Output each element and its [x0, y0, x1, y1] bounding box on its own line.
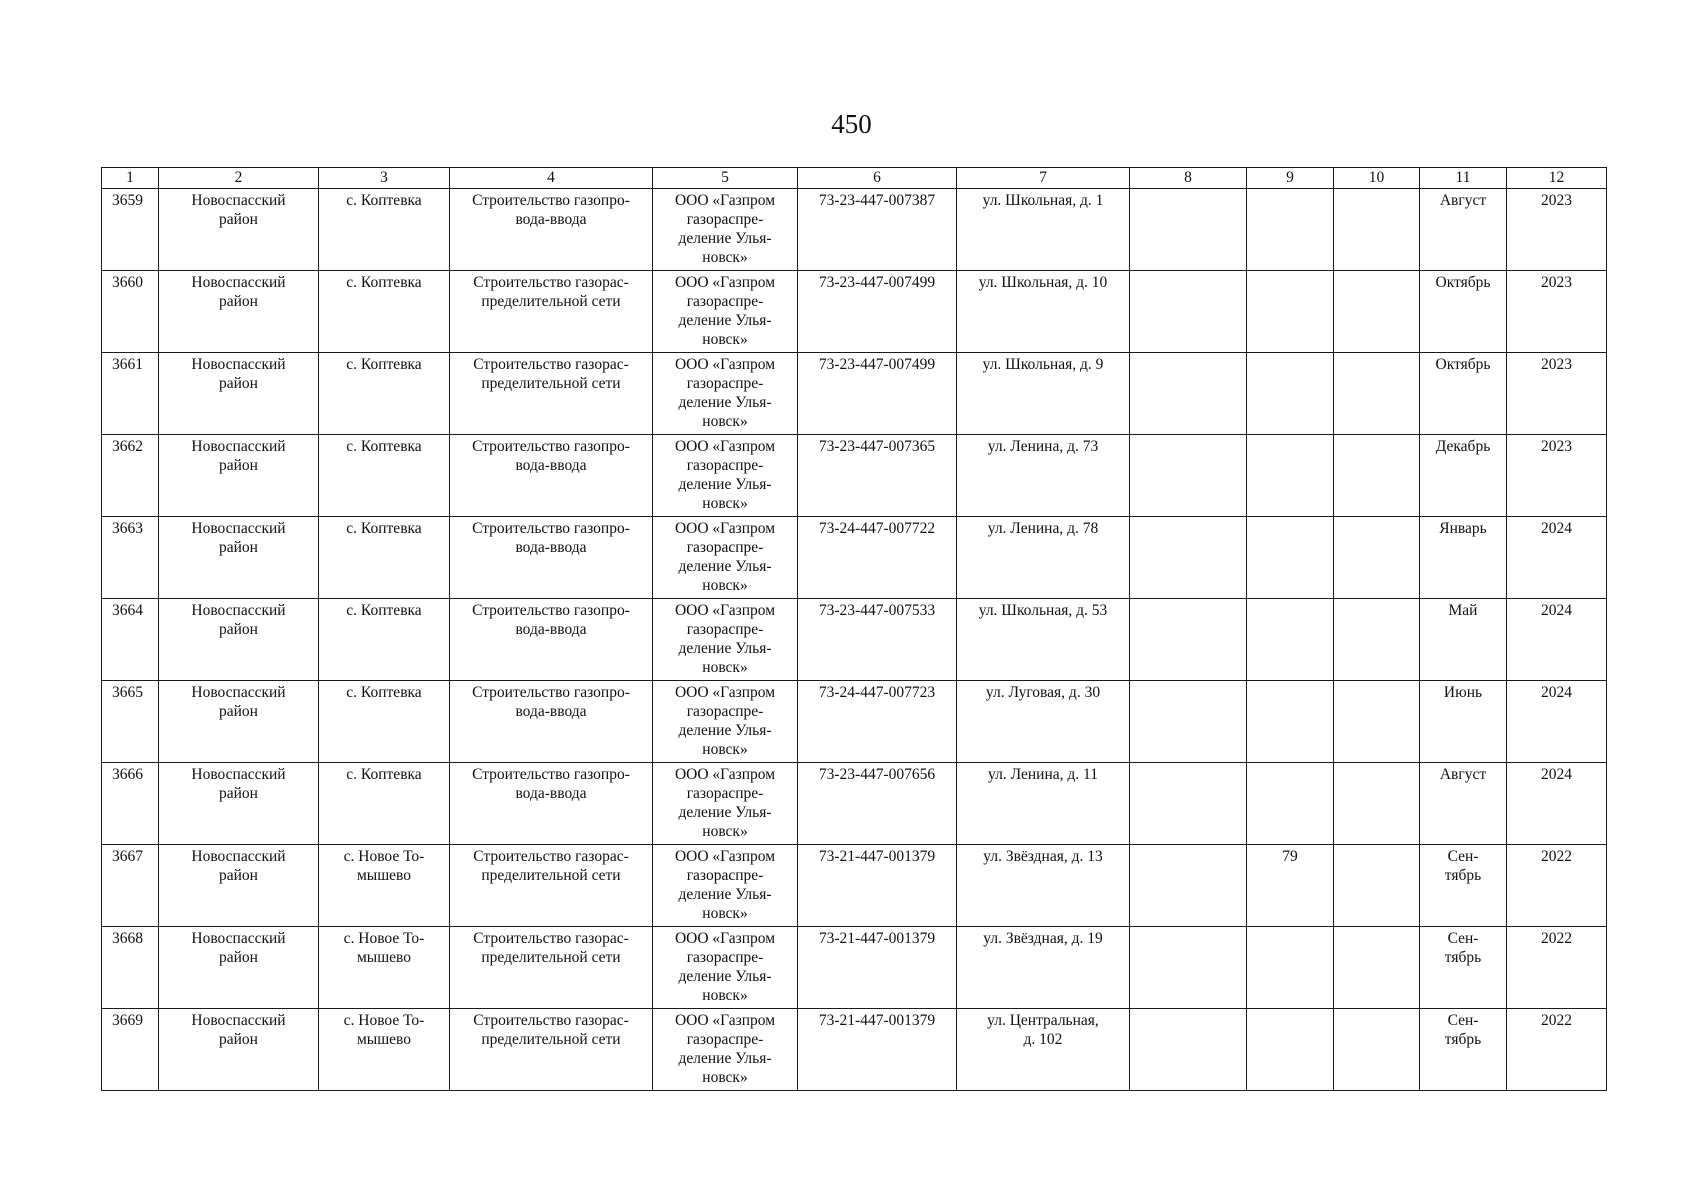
row-number-cell: 3666: [102, 763, 159, 845]
district-cell: Новоспасский район: [159, 353, 319, 435]
column-10-cell: [1334, 517, 1420, 599]
column-8-cell: [1130, 189, 1247, 271]
settlement-cell: с. Коптевка: [319, 763, 450, 845]
column-8-cell: [1130, 1009, 1247, 1091]
year-cell: 2022: [1507, 845, 1607, 927]
work-type-cell: Строительство газорас- пределительной сети: [450, 845, 653, 927]
address-cell: ул. Ленина, д. 73: [957, 435, 1130, 517]
row-number-cell: 3663: [102, 517, 159, 599]
row-number-cell: 3667: [102, 845, 159, 927]
month-cell: Сен- тябрь: [1420, 845, 1507, 927]
settlement-cell: с. Коптевка: [319, 681, 450, 763]
district-cell: Новоспасский район: [159, 517, 319, 599]
month-cell: Октябрь: [1420, 271, 1507, 353]
organization-cell: ООО «Газпром газораспре- деление Улья- новск»: [653, 681, 798, 763]
address-cell: ул. Звёздная, д. 19: [957, 927, 1130, 1009]
column-header: 4: [450, 168, 653, 189]
month-cell: Январь: [1420, 517, 1507, 599]
work-type-cell: Строительство газопро- вода-ввода: [450, 599, 653, 681]
column-header: 3: [319, 168, 450, 189]
table-row: [102, 763, 1607, 845]
column-9-cell: [1247, 599, 1334, 681]
data-table: [101, 167, 1607, 1091]
row-number-cell: 3665: [102, 681, 159, 763]
registry-number-cell: 73-23-447-007387: [798, 189, 957, 271]
district-cell: Новоспасский район: [159, 681, 319, 763]
district-cell: Новоспасский район: [159, 845, 319, 927]
work-type-cell: Строительство газопро- вода-ввода: [450, 763, 653, 845]
column-10-cell: [1334, 763, 1420, 845]
month-cell: Сен- тябрь: [1420, 1009, 1507, 1091]
registry-number-cell: 73-21-447-001379: [798, 1009, 957, 1091]
work-type-cell: Строительство газопро- вода-ввода: [450, 681, 653, 763]
district-cell: Новоспасский район: [159, 1009, 319, 1091]
column-header: 7: [957, 168, 1130, 189]
table-row: [102, 599, 1607, 681]
registry-number-cell: 73-24-447-007723: [798, 681, 957, 763]
registry-number-cell: 73-23-447-007499: [798, 271, 957, 353]
column-8-cell: [1130, 763, 1247, 845]
column-9-cell: [1247, 189, 1334, 271]
column-8-cell: [1130, 353, 1247, 435]
row-number-cell: 3669: [102, 1009, 159, 1091]
row-number-cell: 3662: [102, 435, 159, 517]
table-row: [102, 1009, 1607, 1091]
address-cell: ул. Ленина, д. 78: [957, 517, 1130, 599]
year-cell: 2023: [1507, 435, 1607, 517]
row-number-cell: 3659: [102, 189, 159, 271]
column-10-cell: [1334, 599, 1420, 681]
row-number-cell: 3661: [102, 353, 159, 435]
column-10-cell: [1334, 1009, 1420, 1091]
registry-number-cell: 73-21-447-001379: [798, 927, 957, 1009]
address-cell: ул. Звёздная, д. 13: [957, 845, 1130, 927]
month-cell: Сен- тябрь: [1420, 927, 1507, 1009]
district-cell: Новоспасский район: [159, 271, 319, 353]
column-9-cell: [1247, 763, 1334, 845]
work-type-cell: Строительство газопро- вода-ввода: [450, 435, 653, 517]
settlement-cell: с. Коптевка: [319, 189, 450, 271]
row-number-cell: 3660: [102, 271, 159, 353]
registry-number-cell: 73-23-447-007499: [798, 353, 957, 435]
address-cell: ул. Центральная, д. 102: [957, 1009, 1130, 1091]
column-8-cell: [1130, 435, 1247, 517]
column-header: 11: [1420, 168, 1507, 189]
month-cell: Май: [1420, 599, 1507, 681]
table-row: [102, 845, 1607, 927]
settlement-cell: с. Новое То- мышево: [319, 1009, 450, 1091]
settlement-cell: с. Новое То- мышево: [319, 845, 450, 927]
month-cell: Август: [1420, 763, 1507, 845]
district-cell: Новоспасский район: [159, 927, 319, 1009]
column-9-cell: [1247, 517, 1334, 599]
column-9-cell: [1247, 927, 1334, 1009]
column-header: 6: [798, 168, 957, 189]
page-number: 450: [831, 109, 872, 139]
column-8-cell: [1130, 599, 1247, 681]
organization-cell: ООО «Газпром газораспре- деление Улья- новск»: [653, 271, 798, 353]
address-cell: ул. Школьная, д. 10: [957, 271, 1130, 353]
address-cell: ул. Школьная, д. 9: [957, 353, 1130, 435]
settlement-cell: с. Коптевка: [319, 353, 450, 435]
column-header: 9: [1247, 168, 1334, 189]
work-type-cell: Строительство газорас- пределительной сети: [450, 927, 653, 1009]
organization-cell: ООО «Газпром газораспре- деление Улья- новск»: [653, 763, 798, 845]
table-row: [102, 271, 1607, 353]
settlement-cell: с. Коптевка: [319, 435, 450, 517]
column-9-cell: [1247, 435, 1334, 517]
row-number-cell: 3664: [102, 599, 159, 681]
settlement-cell: с. Коптевка: [319, 599, 450, 681]
column-header: 5: [653, 168, 798, 189]
registry-number-cell: 73-23-447-007533: [798, 599, 957, 681]
month-cell: Июнь: [1420, 681, 1507, 763]
column-header: 2: [159, 168, 319, 189]
column-8-cell: [1130, 271, 1247, 353]
column-9-cell: [1247, 353, 1334, 435]
work-type-cell: Строительство газорас- пределительной сети: [450, 353, 653, 435]
column-header: 8: [1130, 168, 1247, 189]
district-cell: Новоспасский район: [159, 189, 319, 271]
month-cell: Август: [1420, 189, 1507, 271]
table-row: [102, 681, 1607, 763]
organization-cell: ООО «Газпром газораспре- деление Улья- новск»: [653, 517, 798, 599]
address-cell: ул. Ленина, д. 11: [957, 763, 1130, 845]
district-cell: Новоспасский район: [159, 435, 319, 517]
organization-cell: ООО «Газпром газораспре- деление Улья- новск»: [653, 927, 798, 1009]
organization-cell: ООО «Газпром газораспре- деление Улья- новск»: [653, 435, 798, 517]
column-header: 12: [1507, 168, 1607, 189]
year-cell: 2024: [1507, 681, 1607, 763]
organization-cell: ООО «Газпром газораспре- деление Улья- новск»: [653, 353, 798, 435]
table-row: [102, 517, 1607, 599]
column-9-cell: [1247, 271, 1334, 353]
column-header: 10: [1334, 168, 1420, 189]
registry-number-cell: 73-21-447-001379: [798, 845, 957, 927]
column-8-cell: [1130, 517, 1247, 599]
column-10-cell: [1334, 927, 1420, 1009]
column-10-cell: [1334, 353, 1420, 435]
address-cell: ул. Луговая, д. 30: [957, 681, 1130, 763]
table-row: [102, 189, 1607, 271]
table-row: [102, 435, 1607, 517]
column-9-cell: 79: [1247, 845, 1334, 927]
year-cell: 2024: [1507, 599, 1607, 681]
organization-cell: ООО «Газпром газораспре- деление Улья- новск»: [653, 1009, 798, 1091]
organization-cell: ООО «Газпром газораспре- деление Улья- новск»: [653, 599, 798, 681]
district-cell: Новоспасский район: [159, 599, 319, 681]
organization-cell: ООО «Газпром газораспре- деление Улья- новск»: [653, 845, 798, 927]
table-header: [102, 168, 1607, 189]
column-10-cell: [1334, 271, 1420, 353]
settlement-cell: с. Новое То- мышево: [319, 927, 450, 1009]
settlement-cell: с. Коптевка: [319, 517, 450, 599]
column-8-cell: [1130, 927, 1247, 1009]
work-type-cell: Строительство газопро- вода-ввода: [450, 517, 653, 599]
registry-number-cell: 73-24-447-007722: [798, 517, 957, 599]
column-9-cell: [1247, 1009, 1334, 1091]
month-cell: Декабрь: [1420, 435, 1507, 517]
registry-number-cell: 73-23-447-007365: [798, 435, 957, 517]
work-type-cell: Строительство газорас- пределительной сети: [450, 271, 653, 353]
settlement-cell: с. Коптевка: [319, 271, 450, 353]
table-row: [102, 927, 1607, 1009]
column-header: 1: [102, 168, 159, 189]
work-type-cell: Строительство газорас- пределительной сети: [450, 1009, 653, 1091]
work-type-cell: Строительство газопро- вода-ввода: [450, 189, 653, 271]
column-8-cell: [1130, 845, 1247, 927]
column-10-cell: [1334, 435, 1420, 517]
year-cell: 2023: [1507, 353, 1607, 435]
year-cell: 2022: [1507, 927, 1607, 1009]
table-row: [102, 353, 1607, 435]
table-body: [102, 189, 1607, 1091]
month-cell: Октябрь: [1420, 353, 1507, 435]
year-cell: 2024: [1507, 517, 1607, 599]
year-cell: 2022: [1507, 1009, 1607, 1091]
row-number-cell: 3668: [102, 927, 159, 1009]
organization-cell: ООО «Газпром газораспре- деление Улья- новск»: [653, 189, 798, 271]
address-cell: ул. Школьная, д. 1: [957, 189, 1130, 271]
district-cell: Новоспасский район: [159, 763, 319, 845]
year-cell: 2024: [1507, 763, 1607, 845]
column-9-cell: [1247, 681, 1334, 763]
year-cell: 2023: [1507, 271, 1607, 353]
column-10-cell: [1334, 681, 1420, 763]
column-10-cell: [1334, 845, 1420, 927]
year-cell: 2023: [1507, 189, 1607, 271]
column-8-cell: [1130, 681, 1247, 763]
column-number-row: [102, 168, 1607, 189]
column-10-cell: [1334, 189, 1420, 271]
address-cell: ул. Школьная, д. 53: [957, 599, 1130, 681]
registry-number-cell: 73-23-447-007656: [798, 763, 957, 845]
